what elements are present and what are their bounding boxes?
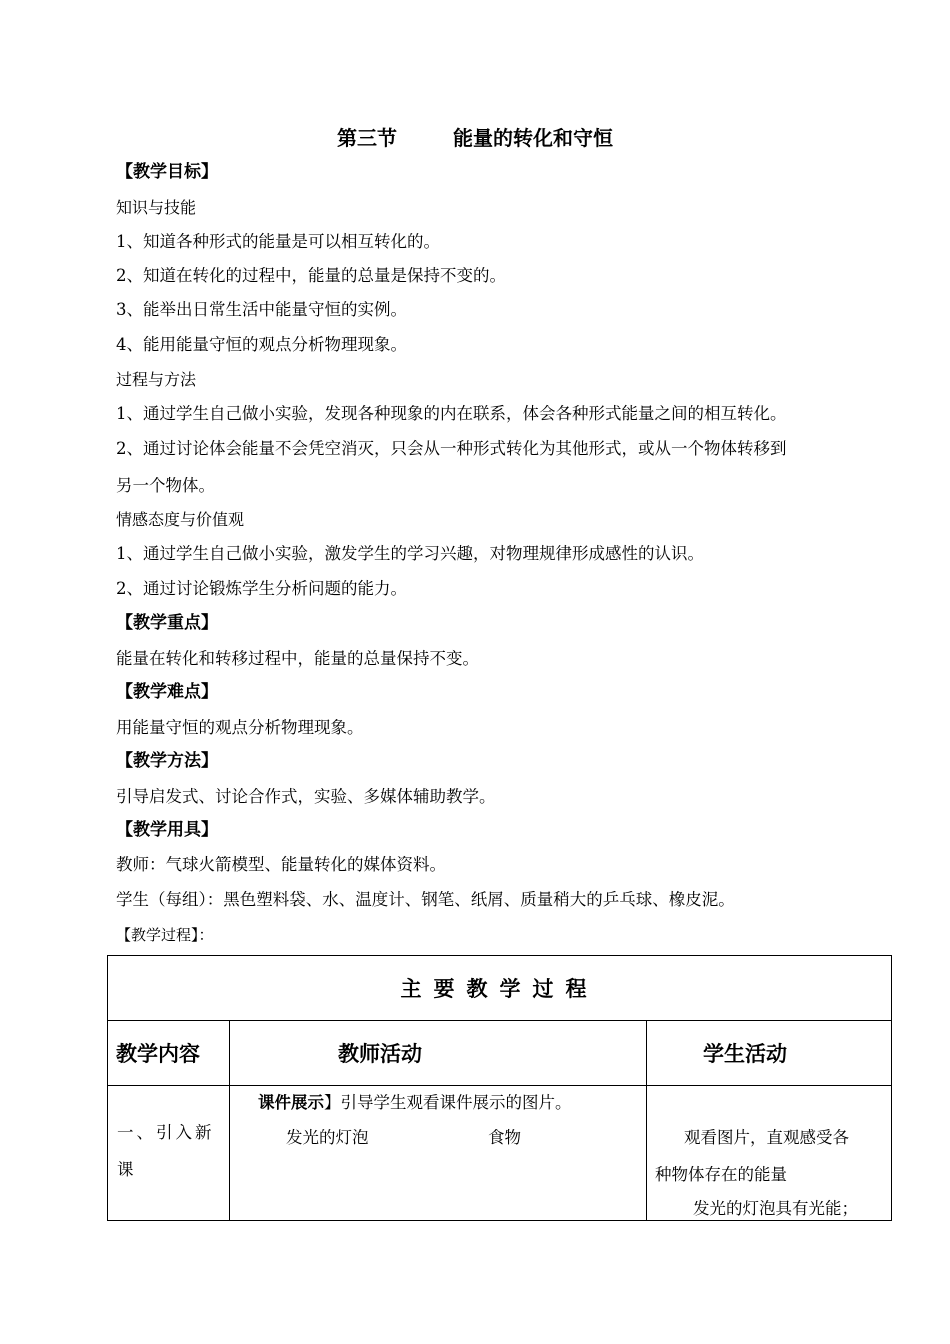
process-heading: 【教学过程】： (116, 926, 214, 944)
tools-teacher: 教师：气球火箭模型、能量转化的媒体资料。 (116, 855, 446, 874)
process-method-item: 1、通过学生自己做小实验，发现各种现象的内在联系，体会各种形式能量之间的相互转化。 (116, 404, 787, 423)
column-header-content: 教学内容 (108, 1021, 230, 1086)
method-heading: 【教学方法】 (116, 751, 218, 771)
tools-heading: 【教学用具】 (116, 820, 218, 840)
difficulty-text: 用能量守恒的观点分析物理现象。 (116, 718, 364, 737)
content-line: 课 (117, 1160, 134, 1179)
difficulty-heading: 【教学难点】 (116, 682, 218, 702)
attitude-item: 2、通过讨论锻炼学生分析问题的能力。 (116, 579, 407, 598)
knowledge-item: 1、知道各种形式的能量是可以相互转化的。 (116, 232, 440, 251)
knowledge-item: 4、能用能量守恒的观点分析物理现象。 (116, 335, 407, 354)
image-caption-food: 食物 (488, 1128, 521, 1147)
process-method-item: 2、通过讨论体会能量不会凭空消灭，只会从一种形式转化为其他形式，或从一个物体转移到 (116, 439, 787, 458)
process-method-item: 另一个物体。 (116, 476, 215, 495)
column-header-student: 学生活动 (647, 1021, 892, 1086)
key-point-heading: 【教学重点】 (116, 613, 218, 633)
title-text: 能量的转化和守恒 (453, 126, 613, 150)
column-header-teacher: 教师活动 (230, 1021, 647, 1086)
process-method-heading: 过程与方法 (116, 370, 197, 389)
table-row (108, 1086, 892, 1221)
table-title: 主要教学过程 (108, 956, 892, 1021)
content-line: 一、引入新 (117, 1123, 215, 1142)
knowledge-item: 2、知道在转化的过程中，能量的总量是保持不变的。 (116, 266, 506, 285)
method-text: 引导启发式、讨论合作式，实验、多媒体辅助教学。 (116, 787, 496, 806)
student-line: 观看图片，直观感受各 (684, 1128, 849, 1147)
title-section-number: 第三节 (337, 126, 397, 150)
image-caption-bulb: 发光的灯泡 (286, 1128, 369, 1147)
teaching-process-table (107, 955, 892, 1221)
attitude-heading: 情感态度与价值观 (116, 510, 245, 529)
page-title (0, 122, 950, 151)
teacher-line (258, 1089, 572, 1113)
knowledge-heading: 知识与技能 (116, 198, 197, 217)
attitude-item: 1、通过学生自己做小实验，激发学生的学习兴趣，对物理规律形成感性的认识。 (116, 544, 704, 563)
teacher-instruction: 】引导学生观看课件展示的图片。 (324, 1093, 572, 1112)
courseware-label: 课件展示 (258, 1093, 324, 1112)
knowledge-item: 3、能举出日常生活中能量守恒的实例。 (116, 300, 407, 319)
objectives-heading: 【教学目标】 (116, 162, 218, 182)
key-point-text: 能量在转化和转移过程中，能量的总量保持不变。 (116, 649, 479, 668)
student-line: 发光的灯泡具有光能； (693, 1199, 858, 1218)
tools-student: 学生（每组）：黑色塑料袋、水、温度计、钢笔、纸屑、质量稍大的乒乓球、橡皮泥。 (116, 890, 735, 909)
student-line: 种物体存在的能量 (655, 1165, 787, 1184)
teacher-cell (230, 1086, 647, 1221)
content-cell (108, 1086, 230, 1221)
student-cell (647, 1086, 892, 1221)
